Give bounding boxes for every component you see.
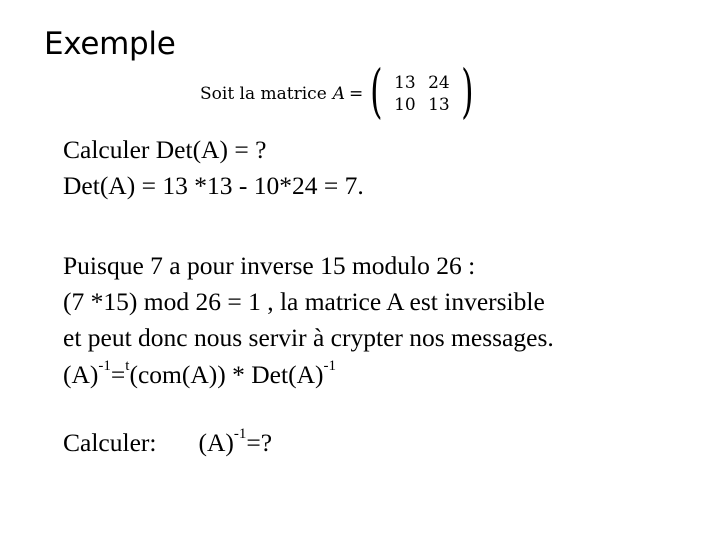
formula-part: (A) [198, 428, 234, 457]
equals-sign: = [349, 84, 364, 104]
invertibility-text: (7 *15) mod 26 = 1 , la matrice A est inversible [63, 287, 545, 316]
matrix [365, 57, 478, 125]
matrix-cell: 10 [394, 95, 416, 115]
question-determinant: Calculer Det(A) = ? [63, 135, 267, 164]
right-parenthesis: ) [461, 57, 474, 125]
encryption-text: et peut donc nous servir à crypter nos messages. [63, 323, 554, 352]
formula-part: =? [246, 428, 273, 457]
formula-superscript: -1 [323, 357, 336, 374]
question-label: Calculer: [63, 428, 157, 457]
matrix-statement [200, 57, 479, 125]
matrix-cell: 13 [428, 95, 450, 115]
inverse-question [63, 425, 272, 461]
left-parenthesis: ( [370, 57, 383, 125]
matrix-grid [388, 72, 456, 116]
formula-superscript: t [125, 357, 130, 374]
formula-superscript: -1 [98, 357, 111, 374]
inverse-formula [63, 357, 336, 393]
slide-title: Exemple [44, 26, 176, 62]
inverse-modulo-text: Puisque 7 a pour inverse 15 modulo 26 : [63, 251, 476, 280]
formula-part: = [110, 360, 126, 389]
matrix-cell: 24 [428, 73, 450, 93]
matrix-variable: A [332, 84, 346, 104]
formula-superscript: -1 [233, 425, 247, 442]
formula-part: (A) [63, 360, 99, 389]
formula-part: (com(A)) * Det(A) [129, 360, 324, 389]
determinant-computation: Det(A) = 13 *13 - 10*24 = 7. [63, 171, 364, 200]
matrix-cell: 13 [394, 73, 416, 93]
matrix-intro-text: Soit la matrice [200, 84, 327, 104]
